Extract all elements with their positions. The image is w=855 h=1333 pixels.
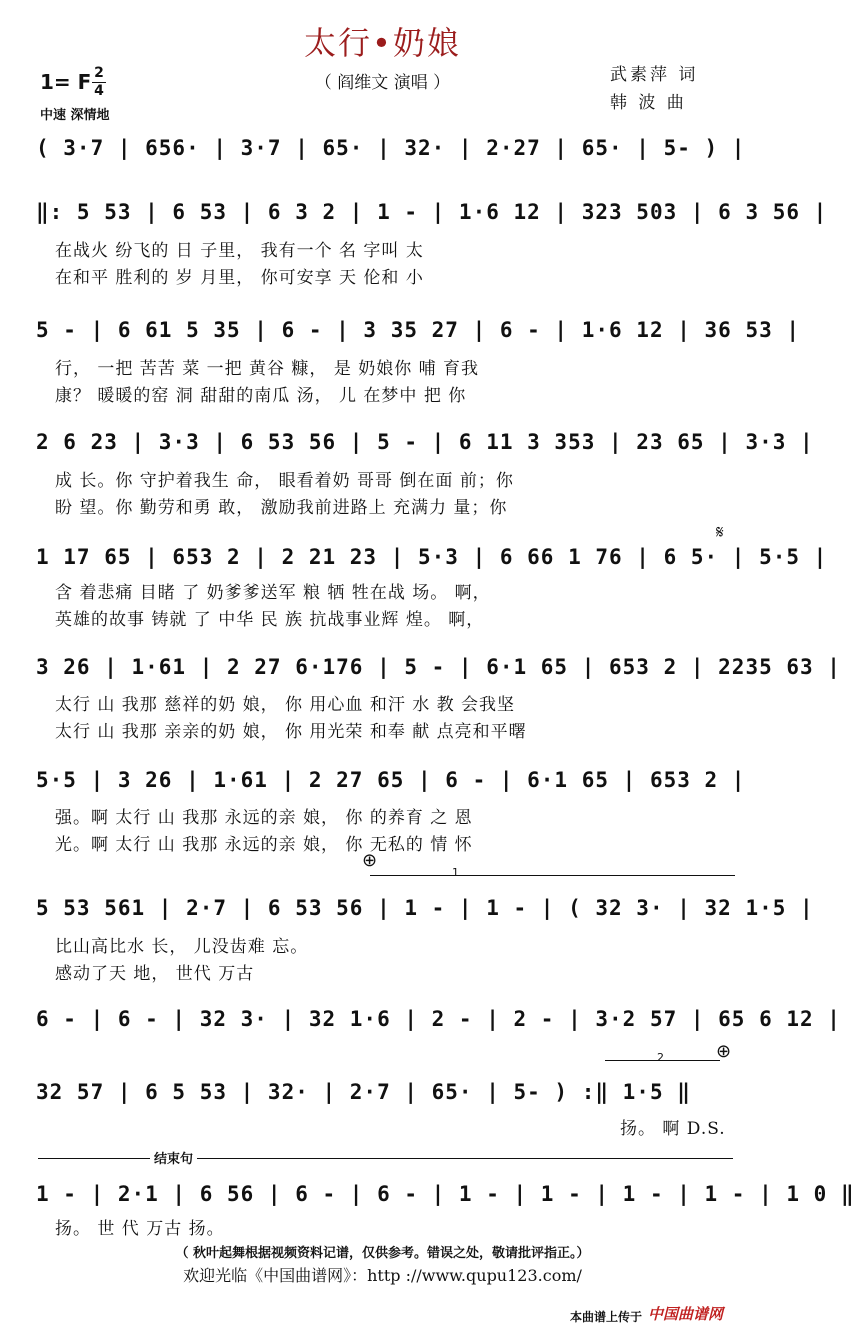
score-row-3-notes: 5 - | 6 61 5 35 | 6 - | 3 35 27 | 6 - | 1·6 12 | 36 53 | — [36, 318, 801, 342]
volta-2-label: 2 — [657, 1051, 664, 1064]
upload-label: 本曲谱上传于 — [570, 1310, 643, 1324]
score-row-11-lyric: 扬。 世 代 万古 扬。 — [55, 1219, 225, 1239]
site-logo[interactable]: 中国曲谱网 — [648, 1305, 724, 1323]
score-row-4-lyric-verse-1: 成 长。你 守护着我生 命， 眼看着奶 哥哥 倒在面 前；你 — [55, 471, 514, 491]
score-row-11-notes: 1 - | 2·1 | 6 56 | 6 - | 6 - | 1 - | 1 - | 1 - | 1 - | 1 0 ‖ — [36, 1182, 855, 1206]
ending-label: 结束句 — [150, 1148, 197, 1167]
meter-bottom: 4 — [94, 83, 104, 99]
score-row-4-lyric-verse-2: 盼 望。你 勤劳和勇 敢， 激励我前进路上 充满力 量；你 — [55, 498, 508, 518]
coda-symbol-2: ⊕ — [716, 1041, 732, 1062]
ending-bracket — [38, 1158, 733, 1159]
key-signature: 1= F — [40, 70, 92, 94]
score-row-1-notes: ( 3·7 | 656· | 3·7 | 65· | 32· | 2·27 | 65· | 5- ) | — [36, 136, 746, 160]
site-welcome-link[interactable]: 欢迎光临《中国曲谱网》：http ://www.qupu123.com/ — [183, 1266, 582, 1285]
score-row-8-notes: 5 53 561 | 2·7 | 6 53 56 | 1 - | 1 - | ( 32 3· | 32 1·5 | — [36, 896, 814, 920]
time-signature — [92, 66, 106, 99]
score-row-4-notes: 2 6 23 | 3·3 | 6 53 56 | 5 - | 6 11 3 353 | 23 65 | 3·3 | — [36, 430, 814, 454]
score-row-3-lyric-verse-2: 康？ 暖暖的窑 洞 甜甜的南瓜 汤， 儿 在梦中 把 你 — [55, 386, 467, 406]
score-row-10-notes: 32 57 | 6 5 53 | 32· | 2·7 | 65· | 5- ) :‖ 1·5 ‖ — [36, 1080, 691, 1104]
score-row-3-lyric-verse-1: 行， 一把 苦苦 菜 一把 黄谷 糠， 是 奶娘你 哺 育我 — [55, 359, 480, 379]
score-row-7-lyric-verse-1: 强。啊 太行 山 我那 永远的亲 娘， 你 的养育 之 恩 — [55, 808, 473, 828]
score-row-10-lyric: 扬。 啊 D.S. — [620, 1119, 726, 1139]
score-row-7-notes: 5·5 | 3 26 | 1·61 | 2 27 65 | 6 - | 6·1 65 | 653 2 | — [36, 768, 746, 792]
tempo-marking: 中速 深情地 — [40, 108, 110, 123]
singer-credit: （ 阎维文 演唱 ） — [314, 73, 451, 93]
lyricist-credit: 武素萍 词 — [610, 65, 699, 85]
volta-1-label: 1 — [452, 866, 459, 879]
song-title: 太行•奶娘 — [304, 24, 461, 62]
score-row-6-lyric-verse-2: 太行 山 我那 亲亲的奶 娘， 你 用光荣 和奉 献 点亮和平曙 — [55, 722, 527, 742]
score-row-8-lyric-verse-1: 比山高比水 长， 儿没齿难 忘。 — [55, 937, 309, 957]
coda-symbol: ⊕ — [362, 850, 378, 871]
segno-symbol: 𝄋 — [716, 522, 724, 543]
score-row-2-lyric-verse-1: 在战火 纷飞的 日 子里， 我有一个 名 字叫 太 — [55, 241, 424, 261]
score-row-5-lyric-verse-1: 含 着悲痛 目睹 了 奶爹爹送军 粮 牺 牲在战 场。 啊， — [55, 583, 491, 603]
score-row-2-notes: ‖: 5 53 | 6 53 | 6 3 2 | 1 - | 1·6 12 | 323 503 | 6 3 56 | — [36, 200, 828, 224]
meter-top: 2 — [94, 65, 104, 81]
score-row-7-lyric-verse-2: 光。啊 太行 山 我那 永远的亲 娘， 你 无私的 情 怀 — [55, 835, 473, 855]
score-row-8-lyric-verse-2: 感动了天 地， 世代 万古 — [55, 964, 255, 984]
score-row-5-lyric-verse-2: 英雄的故事 铸就 了 中华 民 族 抗战事业辉 煌。 啊， — [55, 610, 485, 630]
score-row-9-notes: 6 - | 6 - | 32 3· | 32 1·6 | 2 - | 2 - | 3·2 57 | 65 6 12 | — [36, 1007, 841, 1031]
score-row-6-notes: 3 26 | 1·61 | 2 27 6·176 | 5 - | 6·1 65 | 653 2 | 2235 63 | — [36, 655, 841, 679]
score-row-5-notes: 1 17 65 | 653 2 | 2 21 23 | 5·3 | 6 66 1 76 | 6 5· | 5·5 | — [36, 545, 828, 569]
composer-credit: 韩 波 曲 — [610, 93, 687, 113]
transcription-note: （ 秋叶起舞根据视频资料记谱，仅供参考。错误之处，敬请批评指正。） — [175, 1246, 590, 1261]
volta-1-bracket — [370, 875, 735, 876]
score-row-2-lyric-verse-2: 在和平 胜利的 岁 月里， 你可安享 天 伦和 小 — [55, 268, 424, 288]
score-row-6-lyric-verse-1: 太行 山 我那 慈祥的奶 娘， 你 用心血 和汗 水 教 会我坚 — [55, 695, 516, 715]
